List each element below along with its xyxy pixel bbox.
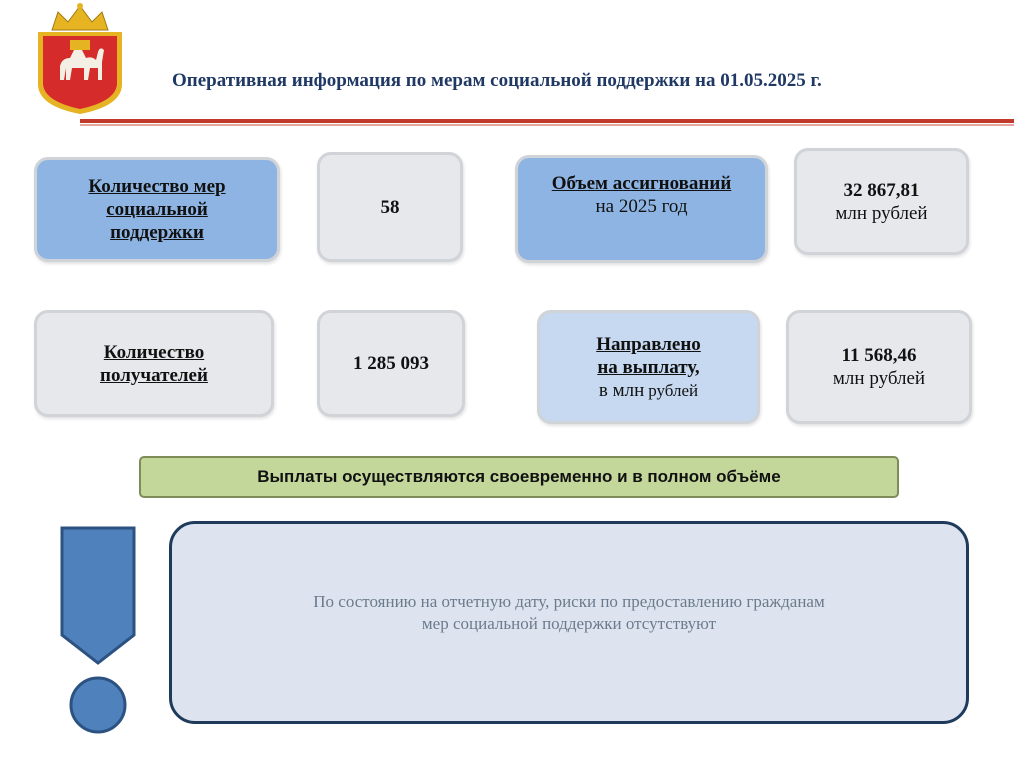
allocations-value: 32 867,81 <box>843 179 920 201</box>
recipients-label-line2: получателей <box>100 364 208 386</box>
allocations-unit: млн рублей <box>835 202 928 224</box>
page-title: Оперативная информация по мерам социальной поддержки на 01.05.2025 г. <box>172 70 822 91</box>
paid-label-line1: Направлено <box>596 333 701 355</box>
payments-status-text: Выплаты осуществляются своевременно и в полном объёме <box>257 467 781 486</box>
recipients-value: 1 285 093 <box>353 353 429 374</box>
paid-unit: млн рублей <box>832 368 926 389</box>
measures-value: 58 <box>380 196 400 218</box>
measures-label-line2: социальной <box>106 199 208 220</box>
measures-label-box <box>34 157 280 262</box>
payments-status-banner <box>139 456 899 498</box>
allocations-label-line2: на 2025 год <box>595 196 688 217</box>
header-divider-shadow <box>80 124 1014 126</box>
recipients-value-box <box>317 310 465 417</box>
exclamation-icon <box>58 525 138 735</box>
paid-label-box <box>537 310 760 424</box>
header-divider <box>80 119 1014 123</box>
risk-info-box <box>169 521 969 724</box>
recipients-label-line1: Количество <box>103 341 205 363</box>
coat-of-arms-icon <box>30 2 130 117</box>
allocations-value-box <box>794 148 969 255</box>
paid-label-line2: на выплату, <box>597 356 700 378</box>
risk-text-line1: По состоянию на отчетную дату, риски по предоставлению гражданам <box>313 591 825 611</box>
recipients-label-box <box>34 310 274 417</box>
paid-value-box <box>786 310 972 424</box>
allocations-label-line1: Объем ассигнований <box>551 173 732 194</box>
measures-label-line1: Количество мер <box>88 176 226 197</box>
paid-label-line3-unit: рублей <box>648 380 699 400</box>
paid-label-line3: в млн <box>598 379 645 401</box>
measures-value-box <box>317 152 463 262</box>
paid-value: 11 568,46 <box>841 345 917 366</box>
measures-label-line3: поддержки <box>110 222 204 243</box>
risk-text-line2: мер социальной поддержки отсутствуют <box>421 613 717 633</box>
allocations-label-box <box>515 155 768 263</box>
